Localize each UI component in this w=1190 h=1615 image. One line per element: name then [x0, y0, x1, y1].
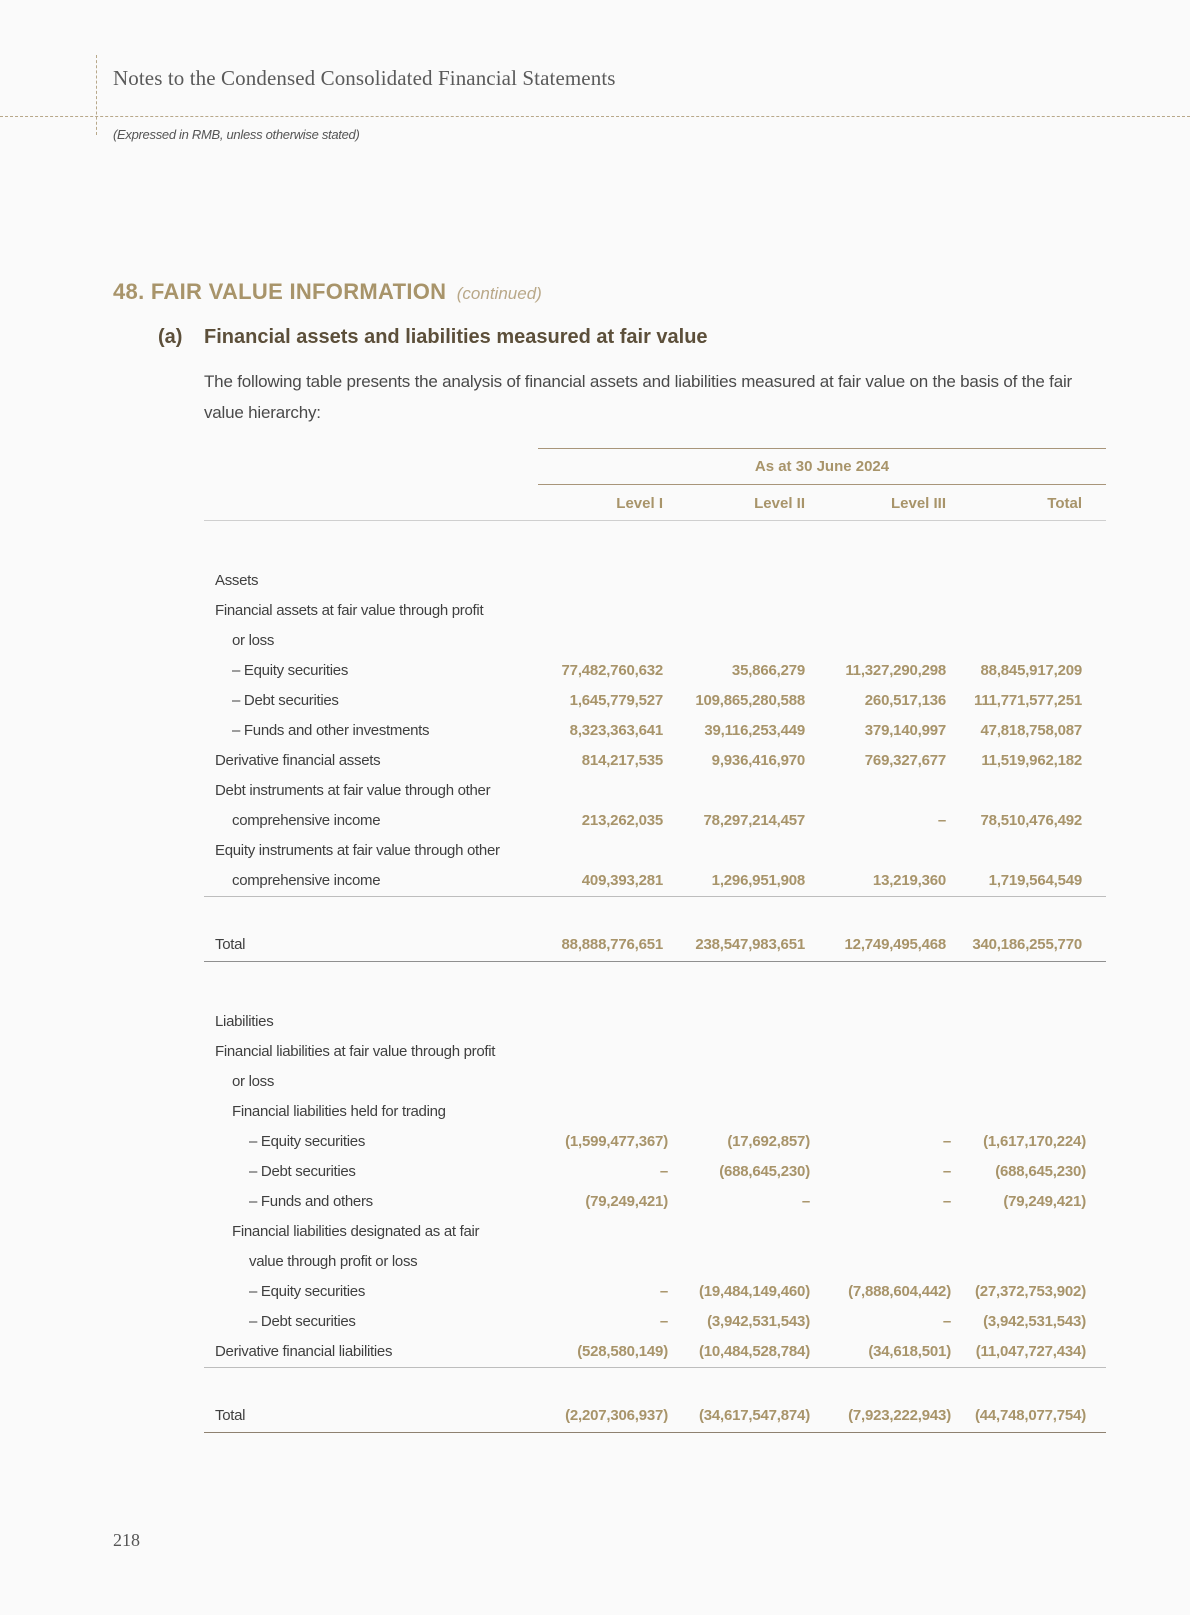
- cell-total: (44,748,077,754): [974, 1407, 1086, 1424]
- cell-total: (3,942,531,543): [983, 1313, 1086, 1330]
- row-label: or loss: [232, 1073, 275, 1090]
- cell-level-2: 9,936,416,970: [711, 752, 805, 769]
- subsection-title: Financial assets and liabilities measured at fair value: [204, 326, 708, 348]
- row-label: Financial assets at fair value through profit: [215, 602, 484, 619]
- cell-total: (79,249,421): [1003, 1193, 1086, 1210]
- cell-level-2: 39,116,253,449: [704, 722, 805, 739]
- cell-level-1: (528,580,149): [577, 1343, 668, 1360]
- table-bottom-rule: [204, 1432, 1106, 1433]
- table-row: [204, 746, 1106, 776]
- column-header-level-2: Level II: [754, 495, 805, 512]
- cell-level-3: 260,517,136: [864, 692, 946, 709]
- cell-level-1: (1,599,477,367): [565, 1133, 668, 1150]
- cell-level-3: –: [942, 1133, 951, 1150]
- row-label: Financial liabilities designated as at fair: [232, 1223, 480, 1240]
- row-label: comprehensive income: [232, 812, 381, 829]
- cell-level-1: 77,482,760,632: [561, 662, 663, 679]
- cell-level-3: 12,749,495,468: [844, 936, 946, 953]
- cell-level-3: (7,888,604,442): [848, 1283, 951, 1300]
- cell-level-2: (19,484,149,460): [698, 1283, 810, 1300]
- table-row: [204, 836, 1106, 866]
- assets-subtotal-rule: [204, 896, 1106, 897]
- cell-level-1: 88,888,776,651: [561, 936, 663, 953]
- cell-level-2: 1,296,951,908: [711, 872, 805, 889]
- section-heading: [113, 279, 542, 305]
- column-header-level-1: Level I: [616, 495, 663, 512]
- cell-level-1: 8,323,363,641: [569, 722, 663, 739]
- cell-level-3: 769,327,677: [864, 752, 946, 769]
- cell-level-2: (10,484,528,784): [698, 1343, 810, 1360]
- liabilities-subtotal-rule: [204, 1367, 1106, 1368]
- table-row: [204, 1067, 1106, 1097]
- cell-total: (27,372,753,902): [974, 1283, 1086, 1300]
- cell-level-2: (17,692,857): [727, 1133, 810, 1150]
- table-row: [204, 686, 1106, 716]
- subsection-number: (a): [158, 326, 183, 348]
- section-title-text: 48. FAIR VALUE INFORMATION: [113, 279, 447, 304]
- row-label: Total: [215, 936, 246, 953]
- assets-total-rule: [204, 961, 1106, 962]
- cell-total: 340,186,255,770: [972, 936, 1082, 953]
- table-row: [204, 1247, 1106, 1277]
- cell-total: 11,519,962,182: [981, 752, 1082, 769]
- table-row: [204, 1037, 1106, 1067]
- row-label: Debt instruments at fair value through other: [215, 782, 491, 799]
- cell-level-1: 1,645,779,527: [569, 692, 663, 709]
- cell-level-2: 78,297,214,457: [703, 812, 805, 829]
- assets-total-row: [204, 927, 1106, 961]
- column-header-level-3: Level III: [890, 495, 946, 512]
- cell-level-1: 409,393,281: [581, 872, 663, 889]
- table-row: [204, 596, 1106, 626]
- row-label: Equity instruments at fair value through other: [215, 842, 500, 859]
- table-row: [204, 1217, 1106, 1247]
- assets-heading-row: [204, 566, 1106, 596]
- continued-label: (continued): [456, 284, 542, 303]
- column-headers: [538, 485, 1106, 520]
- table-row: [204, 716, 1106, 746]
- cell-total: (11,047,727,434): [975, 1343, 1086, 1360]
- cell-total: 47,818,758,087: [980, 722, 1082, 739]
- cell-level-3: (7,923,222,943): [848, 1407, 951, 1424]
- table-row: [204, 626, 1106, 656]
- cell-total: (688,645,230): [995, 1163, 1086, 1180]
- cell-level-2: (34,617,547,874): [698, 1407, 810, 1424]
- cell-level-3: 11,327,290,298: [845, 662, 946, 679]
- cell-level-3: (34,618,501): [868, 1343, 951, 1360]
- page-number: 218: [113, 1530, 140, 1550]
- currency-note: (Expressed in RMB, unless otherwise stated): [113, 127, 360, 142]
- row-label: Financial liabilities at fair value through profit: [215, 1043, 496, 1060]
- cell-level-3: –: [942, 1193, 951, 1210]
- cell-level-1: (79,249,421): [585, 1193, 668, 1210]
- cell-level-1: –: [659, 1163, 668, 1180]
- cell-level-2: (3,942,531,543): [707, 1313, 810, 1330]
- cell-total: (1,617,170,224): [983, 1133, 1086, 1150]
- liabilities-heading: Liabilities: [215, 1013, 274, 1030]
- table-row: [204, 1157, 1106, 1187]
- cell-level-3: –: [942, 1163, 951, 1180]
- cell-level-1: –: [659, 1283, 668, 1300]
- cell-level-2: 238,547,983,651: [695, 936, 805, 953]
- row-label: comprehensive income: [232, 872, 381, 889]
- cell-level-1: –: [659, 1313, 668, 1330]
- cell-total: 111,771,577,251: [974, 692, 1082, 709]
- row-label: – Debt securities: [249, 1313, 356, 1330]
- cell-level-2: (688,645,230): [719, 1163, 810, 1180]
- header-horizontal-dashed-rule: [0, 116, 1190, 117]
- cell-level-1: 213,262,035: [581, 812, 663, 829]
- liabilities-heading-row: [204, 1007, 1106, 1037]
- row-label: value through profit or loss: [249, 1253, 418, 1270]
- date-header: As at 30 June 2024: [754, 458, 890, 475]
- row-label: Total: [215, 1407, 246, 1424]
- row-label: – Funds and other investments: [232, 722, 430, 739]
- row-label: – Funds and others: [249, 1193, 373, 1210]
- table-row: [204, 656, 1106, 686]
- cell-level-3: –: [942, 1313, 951, 1330]
- cell-level-3: –: [937, 812, 946, 829]
- table-row: [204, 1127, 1106, 1157]
- row-label: – Equity securities: [232, 662, 349, 679]
- row-label: – Equity securities: [249, 1133, 366, 1150]
- intro-paragraph: The following table presents the analysis of financial assets and liabilities measured at fair value on the basis of the fair value hierarchy:: [204, 372, 1072, 422]
- table-row: [204, 866, 1106, 896]
- cell-level-2: 109,865,280,588: [695, 692, 805, 709]
- table-row: [204, 1187, 1106, 1217]
- cell-level-1: 814,217,535: [581, 752, 663, 769]
- cell-level-2: –: [801, 1193, 810, 1210]
- liabilities-total-row: [204, 1398, 1106, 1432]
- column-header-total: Total: [1047, 495, 1082, 512]
- row-label: – Debt securities: [249, 1163, 356, 1180]
- row-label: Financial liabilities held for trading: [232, 1103, 446, 1120]
- assets-heading: Assets: [215, 572, 259, 589]
- row-label: – Equity securities: [249, 1283, 366, 1300]
- cell-total: 88,845,917,209: [980, 662, 1082, 679]
- table-row: [204, 1337, 1106, 1367]
- cell-total: 78,510,476,492: [980, 812, 1082, 829]
- row-label: Derivative financial assets: [215, 752, 381, 769]
- table-row: [204, 1097, 1106, 1127]
- table-row: [204, 776, 1106, 806]
- cell-total: 1,719,564,549: [988, 872, 1082, 889]
- table-row: [204, 806, 1106, 836]
- row-label: Derivative financial liabilities: [215, 1343, 393, 1360]
- running-title: Notes to the Condensed Consolidated Financial Statements: [113, 66, 616, 90]
- row-label: – Debt securities: [232, 692, 339, 709]
- cell-level-1: (2,207,306,937): [565, 1407, 668, 1424]
- header-vertical-dashed-rule: [96, 55, 97, 135]
- cell-level-3: 13,219,360: [872, 872, 946, 889]
- row-label: or loss: [232, 632, 275, 649]
- table-row: [204, 1307, 1106, 1337]
- cell-level-3: 379,140,997: [864, 722, 946, 739]
- table-row: [204, 1277, 1106, 1307]
- table-body: [204, 521, 1106, 1433]
- cell-level-2: 35,866,279: [731, 662, 805, 679]
